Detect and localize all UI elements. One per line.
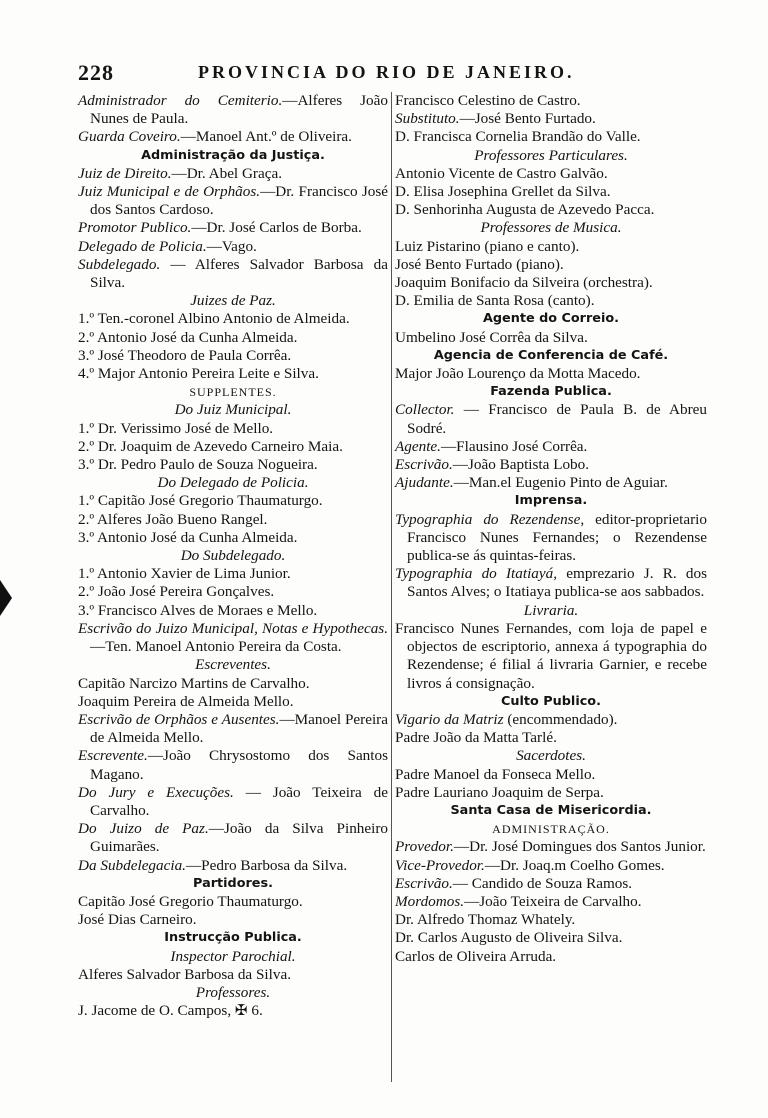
directory-entry [395,729,707,747]
entry-text: 4.º Major Antonio Pereira Leite e Silva. [78,365,319,383]
section-heading [78,147,388,165]
entry-text: 3.º Dr. Pedro Paulo de Souza Nogueira. [78,456,318,474]
entry-role: Escrevente. [78,747,148,765]
entry-text: 2.º João José Pereira Gonçalves. [78,583,275,601]
entry-text: Dr. Carlos Augusto de Oliveira Silva. [395,929,623,947]
directory-entry [78,438,388,456]
entry-role: Provedor. [395,838,454,856]
directory-entry [78,583,388,601]
directory-entry [78,620,388,656]
directory-entry [78,347,388,365]
entry-text: —Dr. José Domingues dos Santos Junior. [453,838,706,856]
entry-role: Administrador do Cemiterio. [78,92,283,109]
entry-role: Da Subdelegacia. [78,856,186,874]
entry-text: —Manoel Ant.º de Oliveira. [180,128,352,146]
entry-text: Do Delegado de Policia. [157,474,309,492]
entry-text: —Vago. [206,237,257,255]
directory-entry [395,766,707,784]
directory-entry [395,274,707,292]
entry-text: José Dias Carneiro. [78,911,197,929]
entry-text: Carlos de Oliveira Arruda. [395,947,557,965]
entry-text: Partidores. [193,875,273,891]
entry-text: —Dr. Abel Graça. [171,164,282,182]
entry-text: D. Senhorinha Augusta de Azevedo Pacca. [395,201,655,219]
entry-text: Agencia de Conferencia de Café. [433,347,669,363]
section-heading [78,875,388,893]
entry-text: 2.º Antonio José da Cunha Almeida. [78,328,298,346]
directory-entry [395,565,707,601]
directory-entry [395,857,707,875]
entry-role: Delegado de Policia. [78,237,207,255]
directory-entry [78,529,388,547]
directory-entry [395,110,707,128]
entry-text: 2.º Alferes João Bueno Rangel. [78,510,268,528]
entry-text: 1.º Ten.-coronel Albino Antonio de Almeida. [78,310,350,328]
directory-entry [78,165,388,183]
small-caps-heading [395,820,707,838]
entry-text: 3.º José Theodoro de Paula Corrêa. [78,346,292,364]
section-heading [395,310,707,328]
entry-text: —Flausino José Corrêa. [440,437,588,455]
entry-text: —João Baptista Lobo. [452,456,590,474]
entry-text: — Alferes Salvador Barbosa da Silva. [90,255,388,292]
entry-role: Escrivão do Juizo Municipal, Notas e Hypothecas. [78,619,388,637]
subsection-heading [395,219,707,237]
entry-text: Escreventes. [195,656,271,674]
running-header [78,60,598,86]
entry-text: 3.º Francisco Alves de Moraes e Mello. [78,601,318,619]
entry-text: —Pedro Barbosa da Silva. [185,856,348,874]
entry-text: Fazenda Publica. [490,384,612,400]
entry-text: — João Teixeira de Carvalho. [90,783,388,819]
entry-text: Capitão José Gregorio Thaumaturgo. [78,892,303,910]
entry-text: D. Elisa Josephina Grellet da Silva. [395,183,611,201]
section-heading [395,492,707,510]
directory-entry [78,92,388,128]
directory-entry [395,256,707,274]
entry-role: Agente. [395,437,441,455]
entry-text: ADMINISTRAÇÃO. [492,822,610,837]
subsection-heading [395,747,707,765]
subsection-heading [78,948,388,966]
directory-entry [395,329,707,347]
entry-text: Juizes de Paz. [190,292,276,310]
entry-text: SUPPLENTES. [189,385,277,400]
entry-role: Juiz de Direito. [78,164,172,182]
entry-text: —João Chrysostomo dos Santos Magano. [90,747,388,783]
entry-text: Capitão Narcizo Martins de Carvalho. [78,674,310,692]
directory-entry [395,128,707,146]
entry-text: —Ten. Manoel Antonio Pereira da Costa. [90,638,342,656]
directory-entry [78,511,388,529]
entry-role: Do Jury e Execuções. [78,783,234,801]
entry-text: Instrucção Publica. [164,930,302,946]
entry-text: Inspector Parochial. [170,947,296,965]
section-heading [395,693,707,711]
entry-role: Mordomos. [395,892,465,910]
directory-entry [395,201,707,219]
subsection-heading [78,547,388,565]
entry-role: Vigario da Matriz [395,710,504,728]
directory-entry [78,711,388,747]
subsection-heading [395,147,707,165]
directory-entry [78,329,388,347]
entry-text: 2.º Dr. Joaquim de Azevedo Carneiro Maia. [78,437,343,455]
directory-entry [78,911,388,929]
entry-role: Vice-Provedor. [395,856,485,874]
entry-text: Agente do Correio. [482,311,620,327]
directory-entry [395,238,707,256]
entry-role: Guarda Coveiro. [78,128,181,146]
entry-text: Professores de Musica. [480,219,622,237]
entry-role: Do Juizo de Paz. [78,820,209,838]
entry-text: Professores Particulares. [474,146,628,164]
entry-text: —João da Silva Pinheiro Guimarães. [90,820,388,856]
entry-text: Livraria. [523,601,579,619]
directory-entry [395,948,707,966]
entry-text: Francisco Nunes Fernandes, com loja de papel e objectos de escriptorio, annexa á typographia do Rezendense; é filial á livraria Garnier, e recebe livros á consignação. [395,619,707,692]
entry-text: 3.º Antonio José da Cunha Almeida. [78,528,298,546]
entry-text: —Dr. José Carlos de Borba. [191,219,362,237]
directory-entry [78,219,388,237]
directory-entry [395,456,707,474]
entry-text: emprezario J. R. dos Santos Alves; o Itatiaya publica-se aos sabbados. [407,565,708,601]
entry-text: —João Teixeira de Carvalho. [464,892,642,910]
directory-entry [395,838,707,856]
subsection-heading [78,292,388,310]
entry-text: Antonio Vicente de Castro Galvão. [395,164,608,182]
directory-entry [78,693,388,711]
directory-entry [395,711,707,729]
entry-role: Subdelegado. [78,255,161,273]
directory-entry [78,893,388,911]
directory-entry [395,875,707,893]
entry-text: Joaquim Bonifacio da Silveira (orchestra). [395,274,653,292]
entry-text: J. Jacome de O. Campos, ✠ 6. [78,1002,263,1020]
page-edge-mark [0,580,12,616]
entry-text: Padre Lauriano Joaquim de Serpa. [395,783,604,801]
section-heading [395,802,707,820]
directory-entry [78,565,388,583]
small-caps-heading [78,383,388,401]
entry-text: Joaquim Pereira de Almeida Mello. [78,692,294,710]
directory-entry [395,183,707,201]
entry-role: Substituto. [395,110,460,128]
entry-text: Padre Manoel da Fonseca Mello. [395,765,596,783]
left-column [78,92,388,1020]
entry-text: Santa Casa de Misericordia. [450,802,652,818]
directory-entry [395,511,707,566]
directory-entry [395,911,707,929]
entry-text: 1.º Capitão José Gregorio Thaumaturgo. [78,492,323,510]
directory-entry [395,893,707,911]
directory-entry [78,747,388,783]
directory-entry [78,820,388,856]
entry-text: Dr. Alfredo Thomaz Whately. [395,911,576,929]
page-title: PROVINCIA DO RIO DE JANEIRO. [198,62,575,82]
directory-entry [78,310,388,328]
section-heading [78,929,388,947]
directory-entry [78,784,388,820]
directory-entry [78,1002,388,1020]
entry-text: — Francisco de Paula B. de Abreu Sodré. [407,401,707,437]
entry-role: Escrivão de Orphãos e Ausentes. [78,710,280,728]
directory-entry [395,292,707,310]
entry-text: —Dr. Francisco José dos Santos Cardoso. [90,183,388,219]
directory-entry [78,128,388,146]
entry-text: Major João Lourenço da Motta Macedo. [395,365,641,383]
entry-role: Ajudante. [395,474,454,492]
directory-entry [395,365,707,383]
entry-role: Typographia do Itatiayá, [395,565,558,583]
entry-text: Do Subdelegado. [180,547,286,565]
entry-text: —Man.el Eugenio Pinto de Aguiar. [453,474,668,492]
entry-text: —Dr. Joaq.m Coelho Gomes. [484,856,665,874]
entry-text: D. Francisca Cornelia Brandão do Valle. [395,128,641,146]
entry-text: D. Emilia de Santa Rosa (canto). [395,292,595,310]
entry-role: Escrivão. [395,456,453,474]
entry-role: Promotor Publico. [78,219,192,237]
entry-role: Juiz Municipal e de Orphãos. [78,183,261,201]
directory-entry [395,784,707,802]
entry-text: Sacerdotes. [516,747,586,765]
entry-text: José Bento Furtado (piano). [395,255,564,273]
entry-role: Typographia do Rezendense, [395,510,585,528]
entry-text: Padre João da Matta Tarlé. [395,729,557,747]
entry-text: Luiz Pistarino (piano e canto). [395,237,580,255]
directory-entry [78,256,388,292]
directory-entry [78,492,388,510]
column-divider [391,92,392,1082]
directory-entry [395,165,707,183]
directory-entry [78,183,388,219]
directory-entry [395,401,707,437]
entry-text: Professores. [195,983,271,1001]
subsection-heading [78,474,388,492]
entry-text: Umbelino José Corrêa da Silva. [395,328,588,346]
entry-text: —Alferes João Nunes de Paula. [90,92,388,128]
entry-text: —José Bento Furtado. [459,110,596,128]
entry-text: Administração da Justiça. [141,147,325,163]
subsection-heading [78,656,388,674]
entry-text: Imprensa. [514,493,588,509]
directory-entry [78,675,388,693]
entry-text: editor-proprietario Francisco Nunes Fernandes; o Rezendense publica-se ás quintas-feiras. [407,510,707,565]
directory-entry [395,620,707,693]
directory-entry [78,602,388,620]
subsection-heading [395,602,707,620]
section-heading [395,383,707,401]
entry-text: Alferes Salvador Barbosa da Silva. [78,965,291,983]
directory-entry [395,438,707,456]
directory-entry [395,92,707,110]
entry-text: 1.º Antonio Xavier de Lima Junior. [78,565,291,583]
directory-entry [78,365,388,383]
entry-text: Francisco Celestino de Castro. [395,92,581,109]
subsection-heading [78,401,388,419]
entry-text: —Manoel Pereira de Almeida Mello. [90,710,388,747]
right-column [395,92,707,966]
section-heading [395,347,707,365]
entry-text: 1.º Dr. Verissimo José de Mello. [78,419,274,437]
page-number: 228 [78,60,114,85]
directory-entry [78,456,388,474]
entry-text: Do Juiz Municipal. [174,401,292,419]
directory-entry [78,420,388,438]
directory-entry [78,857,388,875]
directory-entry [395,474,707,492]
subsection-heading [78,984,388,1002]
entry-role: Collector. [395,401,455,419]
directory-entry [78,966,388,984]
directory-entry [395,929,707,947]
directory-entry [78,238,388,256]
entry-text: Culto Publico. [501,693,601,709]
entry-text: (encommendado). [503,710,618,728]
entry-role: Escrivão. [395,874,453,892]
entry-text: — Candido de Souza Ramos. [452,874,633,892]
